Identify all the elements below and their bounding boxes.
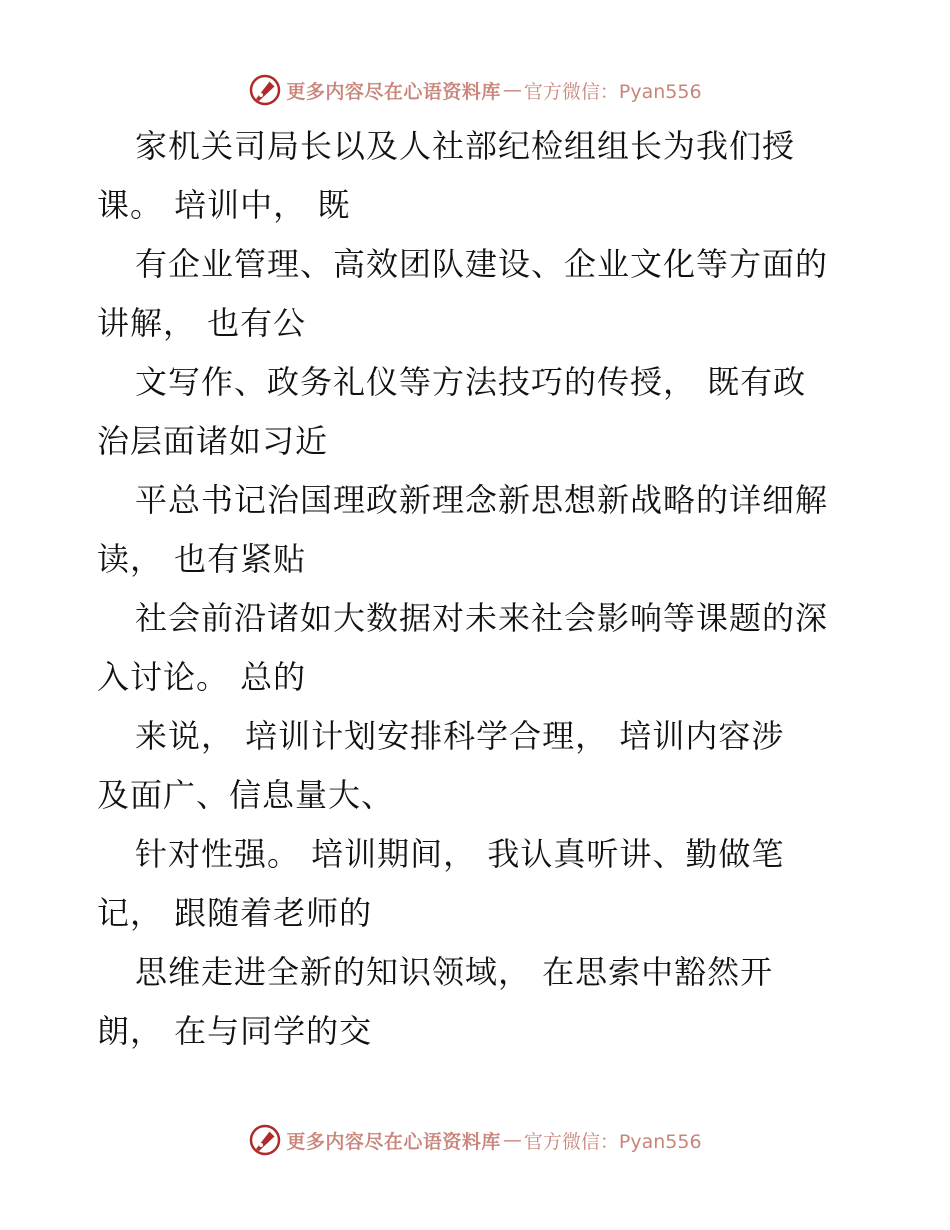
header-watermark-dash: — [502,79,522,101]
body-line: 有企业管理、高效团队建设、企业文化等方面的 [135,245,829,283]
body-line: 来说， 培训计划安排科学合理， 培训内容涉 [135,717,785,755]
body-line: 平总书记治国理政新理念新思想新战略的详细解 [135,481,829,519]
header-watermark-lead: 更多内容尽在心语资料库 [286,80,501,103]
body-line: 社会前沿诸如大数据对未来社会影响等课题的深 [135,599,829,637]
pen-nib-logo-icon [248,73,282,107]
header-watermark-tail: 官方微信：Pyan556 [523,80,702,103]
body-line: 思维走进全新的知识领域， 在思索中豁然开 [135,953,774,991]
footer-watermark [0,1120,950,1160]
body-line: 课。 培训中， 既 [97,186,351,224]
footer-watermark-tail: 官方微信：Pyan556 [523,1130,702,1153]
body-line: 记， 跟随着老师的 [97,894,373,932]
body-line: 读， 也有紧贴 [97,540,307,578]
header-watermark [0,70,950,110]
body-line: 讲解， 也有公 [97,304,307,342]
body-line: 及面广、信息量大、 [97,776,395,814]
body-line: 文写作、政务礼仪等方法技巧的传授， 既有政 [135,363,807,401]
body-line: 朗， 在与同学的交 [97,1012,373,1050]
footer-watermark-lead: 更多内容尽在心语资料库 [286,1130,501,1153]
pen-nib-logo-icon [248,1123,282,1157]
body-line: 治层面诸如习近 [97,422,329,460]
body-line: 入讨论。 总的 [97,658,307,696]
body-line: 家机关司局长以及人社部纪检组组长为我们授 [135,127,796,165]
body-line: 针对性强。 培训期间， 我认真听讲、勤做笔 [135,835,785,873]
footer-watermark-dash: — [502,1129,522,1151]
